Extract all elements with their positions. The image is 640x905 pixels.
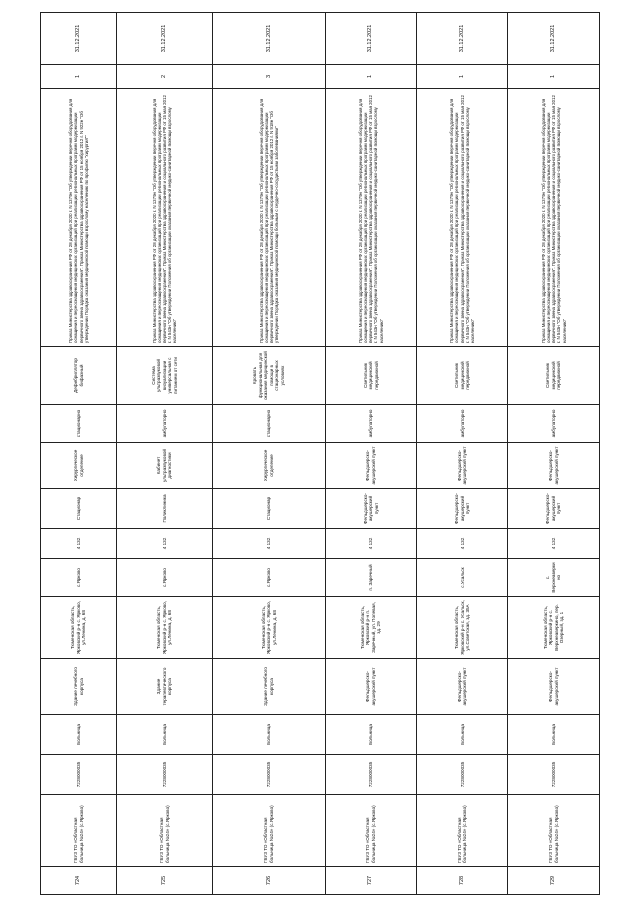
care-condition: амбулаторно (417, 405, 508, 443)
quantity: 2 (117, 65, 213, 89)
address: Тюменская область, Ярковский р-н п. Заречный, ул. Полевая, зд. 29 (325, 597, 416, 659)
table-row (508, 13, 600, 895)
quantity: 1 (41, 65, 117, 89)
address: Тюменская область, Ярковский р-н с. Усальск, ул.Советская, зд. 35А (417, 597, 508, 659)
organization-name: ГБУЗ ТО «Областная больница №24» (с.Ярково) (117, 795, 213, 867)
population-count: 4 132 (508, 529, 600, 559)
building-name: Фельдшерско-акушерский пункт (325, 659, 416, 715)
regulatory-document: Приказ Министерства здравоохранения РФ от 28 декабря 2020 г. N 1379н "Об утверждении перечня оборудования для оснащения и переоснащения медицинских организаций при реализации региональных программ модернизации первичного звена здравоохранения". Приказ Министерства здравоохранения и социального развития РФ от 15 мая 2012 г. N 543н "Об утверждении Положения об организации оказания первичной медико-санитарной помощи взрослому населению" (417, 89, 508, 347)
deadline-date: 31.12.2021 (41, 13, 117, 65)
facility-type: Больница (417, 715, 508, 755)
care-condition: амбулаторно (117, 405, 213, 443)
building-name: Здание лечебного корпуса (41, 659, 117, 715)
row-number: 727 (325, 867, 416, 895)
table-row (117, 13, 213, 895)
facility-type: Больница (117, 715, 213, 755)
organization-name: ГБУЗ ТО «Областная больница №24» (с.Ярково) (508, 795, 600, 867)
care-condition: амбулаторно (508, 405, 600, 443)
inn-code: 7228000035 (41, 755, 117, 795)
deadline-date: 31.12.2021 (508, 13, 600, 65)
row-number: 728 (417, 867, 508, 895)
building-name: Фельдшерско-акушерский пункт (508, 659, 600, 715)
facility-type: Больница (213, 715, 325, 755)
department-name: Фельдшерско-акушерский пункт (325, 443, 416, 489)
deadline-date: 31.12.2021 (213, 13, 325, 65)
locality: с. Верхнеаверкино (508, 559, 600, 597)
population-count: 4 132 (417, 529, 508, 559)
unit-name: Стационар (41, 489, 117, 529)
row-number: 726 (213, 867, 325, 895)
table-row (213, 13, 325, 895)
locality: с.Ярково (117, 559, 213, 597)
population-count: 4 132 (117, 529, 213, 559)
equipment-name: Кровать функциональная для оказания медицинской помощи в стационарных условиях (213, 347, 325, 405)
building-name: Здание лечебного корпуса (213, 659, 325, 715)
equipment-name: Дефибриллятор бифазный (41, 347, 117, 405)
quantity: 1 (508, 65, 600, 89)
regulatory-document: Приказ Министерства здравоохранения РФ от 28 декабря 2020 г. N 1379н "Об утверждении перечня оборудования для оснащения и переоснащения медицинских организаций при реализации региональных программ модернизации первичного звена здравоохранения". Приказ Министерства здравоохранения РФ от 15 ноября 2012 г. N 922н "Об утверждении Порядка оказания медицинской помощи взрослому населению по профилю "хирургия"" (41, 89, 117, 347)
inn-code: 7228000035 (325, 755, 416, 795)
equipment-table (40, 12, 600, 895)
quantity: 1 (325, 65, 416, 89)
unit-name: Фельдшерско-акушерский пункт (508, 489, 600, 529)
table-row (417, 13, 508, 895)
building-name: Здание терапевтического корпуса (117, 659, 213, 715)
equipment-name: Светильник медицинский передвижной (417, 347, 508, 405)
organization-name: ГБУЗ ТО «Областная больница №24» (с.Ярково) (213, 795, 325, 867)
unit-name: Фельдшерско-акушерский пункт (325, 489, 416, 529)
department-name: Кабинет ультразвуковой диагностики (117, 443, 213, 489)
deadline-date: 31.12.2021 (417, 13, 508, 65)
department-name: Фельдшерско-акушерский пункт (508, 443, 600, 489)
locality: с.Ярково (41, 559, 117, 597)
regulatory-document: Приказ Министерства здравоохранения РФ от 28 декабря 2020 г. N 1379н "Об утверждении перечня оборудования для оснащения и переоснащения медицинских организаций при реализации региональных программ модернизации первичного звена здравоохранения". Приказ Министерства здравоохранения и социального развития РФ от 15 мая 2012 г. N 543н "Об утверждении Положения об организации оказания первичной медико-санитарной помощи взрослому населению" (325, 89, 416, 347)
care-condition: амбулаторно (325, 405, 416, 443)
address: Тюменская область, Ярковский р-н с. Верхнеаверкино, пер. Озерный, зд. 1 (508, 597, 600, 659)
inn-code: 7228000035 (508, 755, 600, 795)
row-number: 724 (41, 867, 117, 895)
organization-name: ГБУЗ ТО «Областная больница №24» (с.Ярково) (417, 795, 508, 867)
regulatory-document: Приказ Министерства здравоохранения РФ от 28 декабря 2020 г. N 1379н "Об утверждении перечня оборудования для оснащения и переоснащения медицинских организаций при реализации региональных программ модернизации первичного звена здравоохранения". Приказ Министерства здравоохранения и социального развития РФ от 15 мая 2012 г. N 543н "Об утверждении Положения об организации оказания первичной медико-санитарной помощи взрослому населению" (508, 89, 600, 347)
row-number: 729 (508, 867, 600, 895)
quantity: 3 (213, 65, 325, 89)
regulatory-document: Приказ Министерства здравоохранения РФ от 28 декабря 2020 г. N 1379н "Об утверждении перечня оборудования для оснащения и переоснащения медицинских организаций при реализации региональных программ модернизации первичного звена здравоохранения". Приказ Министерства здравоохранения и социального развития РФ от 15 мая 2012 г. N 543н "Об утверждении Положения об организации оказания первичной медико-санитарной помощи взрослому населению" (117, 89, 213, 347)
facility-type: Больница (325, 715, 416, 755)
equipment-name: Светильник медицинский передвижной (325, 347, 416, 405)
building-name: Фельдшерско-акушерский пункт (417, 659, 508, 715)
table-body (41, 13, 600, 895)
population-count: 4 132 (41, 529, 117, 559)
care-condition: стационарно (213, 405, 325, 443)
unit-name: Поликлиника (117, 489, 213, 529)
row-number: 725 (117, 867, 213, 895)
table-row (325, 13, 416, 895)
deadline-date: 31.12.2021 (117, 13, 213, 65)
deadline-date: 31.12.2021 (325, 13, 416, 65)
equipment-name: Светильник медицинский передвижной (508, 347, 600, 405)
department-name: Фельдшерско-акушерский пункт (417, 443, 508, 489)
inn-code: 7228000035 (117, 755, 213, 795)
care-condition: стационарно (41, 405, 117, 443)
address: Тюменская область, Ярковский р-н с. Ярково, ул.Ленина, д. 68 (41, 597, 117, 659)
locality: с.Ярково (213, 559, 325, 597)
population-count: 4 132 (213, 529, 325, 559)
facility-type: Больница (508, 715, 600, 755)
inn-code: 7228000035 (213, 755, 325, 795)
facility-type: Больница (41, 715, 117, 755)
equipment-name: Система ультразвуковой визуализации универсальная с питанием от сети (117, 347, 213, 405)
address: Тюменская область, Ярковский р-н с. Ярково, ул.Ленина, д. 68 (213, 597, 325, 659)
department-name: Хирургическое отделение (41, 443, 117, 489)
population-count: 4 132 (325, 529, 416, 559)
inn-code: 7228000035 (417, 755, 508, 795)
organization-name: ГБУЗ ТО «Областная больница №24» (с.Ярково) (41, 795, 117, 867)
organization-name: ГБУЗ ТО «Областная больница №24» (с.Ярково) (325, 795, 416, 867)
department-name: Хирургическое отделение (213, 443, 325, 489)
quantity: 1 (417, 65, 508, 89)
unit-name: Фельдшерско-акушерский пункт (417, 489, 508, 529)
unit-name: Стационар (213, 489, 325, 529)
address: Тюменская область, Ярковский р-н с. Ярково, ул.Ленина, д. 68 (117, 597, 213, 659)
locality: п. Заречный (325, 559, 416, 597)
locality: с.Усальск (417, 559, 508, 597)
regulatory-document: Приказ Министерства здравоохранения РФ от 28 декабря 2020 г. N 1379н "Об утверждении перечня оборудования для оснащения и переоснащения медицинских организаций при реализации региональных программ модернизации первичного звена здравоохранения". Приказ Министерства здравоохранения РФ от 15 ноября 2012 г. N 918н "Об утверждении Порядка оказания медицинской помощи больным с сердечно-сосудистыми заболеваниями" (213, 89, 325, 347)
table-row (41, 13, 117, 895)
rotated-table-container (40, 24, 600, 895)
